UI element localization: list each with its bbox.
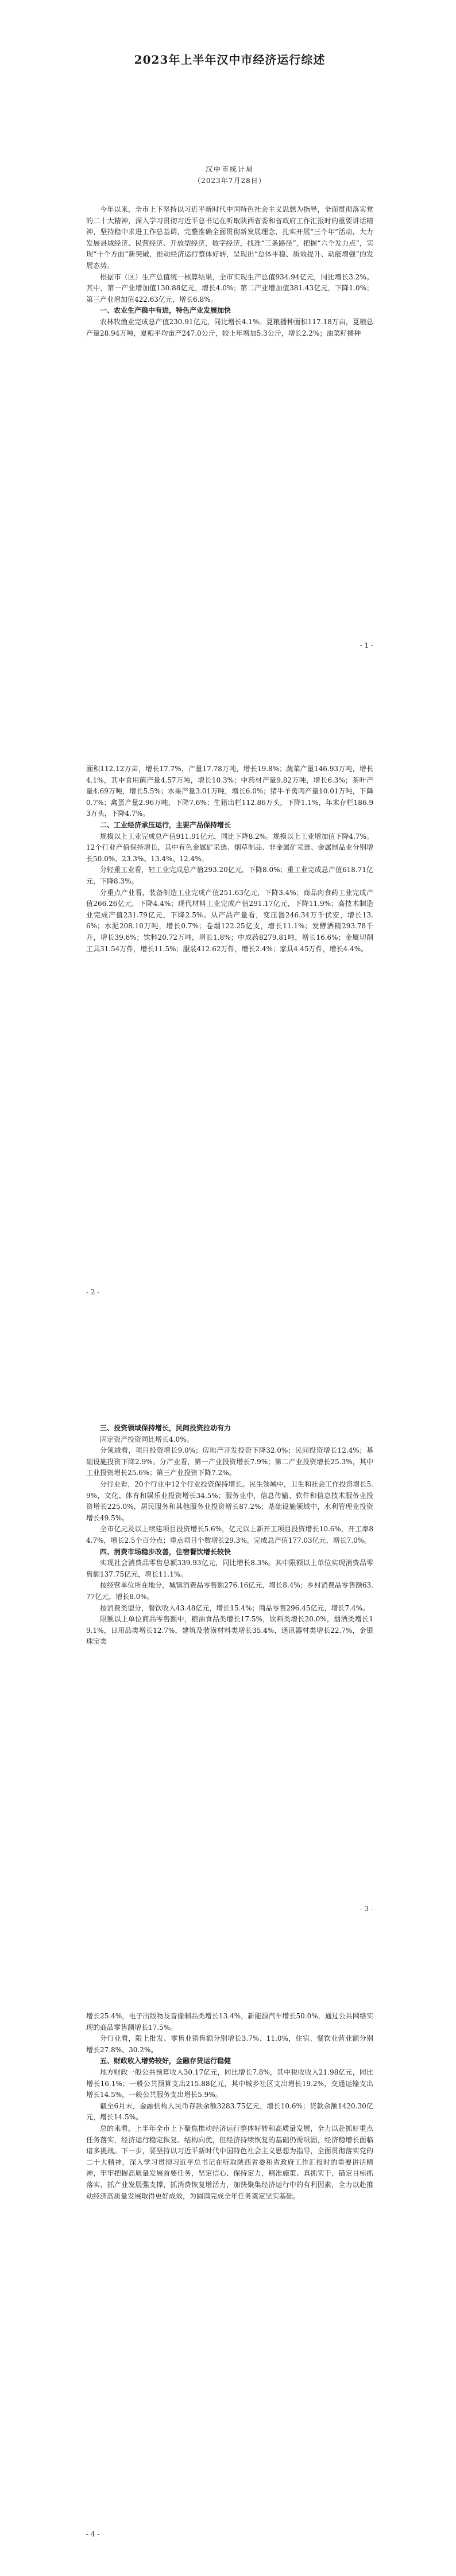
document-page-2 [86, 686, 373, 1345]
urban-rural-paragraph: 按经营单位所在地分，城镇消费品零售额276.16亿元，增长8.4%；乡村消费品零售额63.77亿元，增长8.0%。 [86, 1581, 373, 1601]
page4-body [86, 2011, 373, 2202]
issuing-organization: 汉中市统计局 [205, 165, 254, 173]
section-heading-finance: 五、财政收入增势较好，金融存贷运行稳健 [100, 2057, 231, 2065]
investment-projects-paragraph: 全市亿元及以上续建项目投资增长5.6%，亿元以上新开工项目投资增长10.6%，开工率84.7%，增长2.5个百分点；重点项目个数增长29.3%，完成总产值177.03亿元，增长7.0%。 [86, 1525, 373, 1544]
intro-paragraph: 今年以来，全市上下坚持以习近平新时代中国特色社会主义思想为指导，全面贯彻落实党的二十大精神，深入学习贯彻习近平总书记在听取陕西省委和省政府工作汇报时的重要讲话精神，坚持稳中求进工作总基调，完整准确全面贯彻新发展理念，扎实开展“三个年”活动，大力发展县域经济、民营经济、开放型经济，数字经济，找准“三条路径”，把握“六个发力点”，实现“十个方面”新突破，推动经济运行整体好转，呈现出“总体平稳、质效提升、动能增强”的发展态势。 [86, 205, 373, 270]
industry-output-paragraph: 规模以上工业完成总产值911.91亿元，同比下降8.2%。规模以上工业增加值下降4.7%。12个行业产值保持增长，其中有色金属矿采选、烟草制品、非金属矿采选、金属制品业分别增长50.0%、23.3%、13.4%、12.4%。 [86, 832, 373, 863]
agriculture-paragraph-start: 农林牧渔业完成总产值230.91亿元，同比增长4.1%。夏粮播种面积117.18万亩，夏粮总产量28.94万吨，夏粮平均亩产247.0公斤，较上年增加5.3公斤，增长2.2%；油菜籽播种 [86, 317, 373, 337]
retail-category-paragraph: 限额以上单位商品零售额中，粮油食品类增长17.5%，饮料类增长20.0%，烟酒类增长19.1%，日用品类增长12.7%，建筑及装潢材料类增长35.4%，通讯器材类增长22.7%，金银珠宝类 [86, 1615, 373, 1646]
section-heading-agriculture: 一、农业生产稳中有进，特色产业发展加快 [100, 306, 231, 315]
light-heavy-industry-paragraph: 分轻重工业看，轻工业完成总产值293.20亿元，下降8.0%；重工业完成总产值618.71亿元，下降8.3%。 [86, 866, 373, 885]
document-page-4 [86, 1951, 373, 2576]
document-page-1 [86, 0, 373, 686]
page-number-4: - 4 - [86, 2530, 100, 2538]
page3-body [86, 1423, 373, 1648]
page-number-2: - 2 - [86, 1288, 100, 1296]
issue-date: （2023年7月28日） [194, 177, 266, 185]
investment-field-paragraph: 分领域看，项目投资增长9.0%；房地产开发投资下降32.0%；民间投资增长12.4%；基础设施投资下降2.9%。分产业看，第一产业投资增长7.9%；第二产业投资增长25.3%，其中工业投资增长25.6%；第三产业投资下降7.2%。 [86, 1446, 373, 1477]
fiscal-revenue-paragraph: 地方财政一般公共预算收入30.17亿元，同比增长7.8%，其中税收收入21.98亿元，同比增长16.1%；一般公共预算支出215.88亿元，其中城乡社区支出增长19.2%，交通运输支出增长14.5%，一般公共服务支出增长5.9%。 [86, 2068, 373, 2099]
section-heading-consumption: 四、消费市场稳步改善，住宿餐饮增长较快 [100, 1547, 231, 1556]
summary-paragraph: 总的来看，上半年全市上下聚焦推动经济运行整体好转和高质量发展，全力以赴抓好重点任务落实，经济运行稳定恢复、结构向优，但经济持续恢复的基础仍需巩固，经济稳增长面临诸多挑战。下一步，要坚持以习近平新时代中国特色社会主义思想为指导，全面贯彻落实党的二十大精神，深入学习贯彻习近平总书记在听取陕西省委和省政府工作汇报时的重要讲话精神，牢牢把握高质量发展首要任务，坚定信心、保持定力，精准施策、真抓实干，锚定目标抓落实，抓产业发展强支撑，抓消费恢复增活力，加快聚集经济运行中的有利因素，全力以赴推动经济高质量发展取得更好成效，为圆满完成全年任务奠定坚实基础。 [86, 2124, 373, 2200]
document-page-3 [86, 1345, 373, 1951]
section-heading-industry: 二、工业经济承压运行，主要产品保持增长 [100, 820, 231, 829]
agriculture-paragraph-continued: 面积112.12万亩，增长17.7%，产量17.78万吨，增长19.8%；蔬菜产量146.93万吨，增长4.1%，其中食用菌产量4.57万吨，增长10.3%；中药材产量9.82万吨，增长6.3%；茶叶产量4.69万吨，增长5.5%；水果产量3.01万吨，增长6.0%；猪牛羊禽肉产量10.01万吨，下降0.7%；禽蛋产量2.96万吨，下降7.6%；生猪出栏112.86万头，下降1.1%，年末存栏186.93万头，下降4.7%。 [86, 765, 373, 818]
section-heading-investment: 三、投资领域保持增长，民间投资拉动有力 [100, 1424, 231, 1432]
investment-industry-paragraph: 分行业看，20个行业中12个行业投资保持增长。民生领域中，卫生和社会工作投资增长5.9%，文化、体育和娱乐业投资增长34.5%；服务业中，信息传输、软件和信息技术服务业投资增长225.0%，居民服务和其他服务业投资增长87.2%；基础设施领域中，水利管理业投资增长49.5%。 [86, 1480, 373, 1522]
page2-body [86, 764, 373, 955]
page-number-3: - 3 - [360, 1905, 373, 1913]
page-number-1: - 1 - [360, 641, 373, 649]
gdp-paragraph: 根据市（区）生产总值统一核算结果，全市实现生产总值934.94亿元，同比增长3.2%。其中，第一产业增加值130.88亿元，增长4.0%；第二产业增加值381.43亿元，下降1.0%；第三产业增加值422.63亿元，增长6.8%。 [86, 273, 373, 303]
consumption-type-paragraph: 按消费类型分，餐饮收入43.48亿元，增长15.4%；商品零售296.45亿元，增长7.4%。 [100, 1604, 369, 1612]
investment-growth-paragraph: 固定资产投资同比增长4.0%。 [100, 1435, 194, 1443]
retail-sales-paragraph: 实现社会消费品零售总额339.93亿元，同比增长8.3%。其中限额以上单位实现消费品零售额137.75亿元，增长11.1%。 [86, 1559, 373, 1578]
document-title: 2023年上半年汉中市经济运行综述 [134, 53, 326, 67]
wholesale-retail-paragraph: 分行业看，限上批发、零售业销售额分别增长3.7%、11.0%，住宿、餐饮业营业额分别增长27.8%、30.2%。 [86, 2034, 373, 2054]
key-industry-paragraph: 分重点产业看，装备制造工业完成产值251.63亿元，下降3.4%；商品肉食药工业完成产值266.26亿元，下降4.4%；现代材料工业完成产值291.17亿元，下降11.9%；高技术制造业完成产值231.79亿元，下降2.5%。从产品产量看，变压器246.34万千伏安，增长13.6%；水泥208.10万吨，增长0.7%；卷烟122.25亿支，增长11.1%；发酵酒精293.78千升，增长39.6%；饮料20.72万吨，增长1.8%；中成药8279.81吨，增长16.6%；金属切削工具31.54万件，增长11.5%；服装412.62万件，增长2.4%；家具4.45万件，增长4.4%。 [86, 888, 373, 953]
deposit-loan-paragraph: 截至6月末，金融机构人民币存款余额3283.75亿元，增长10.6%；贷款余额1420.30亿元，增长14.5%。 [86, 2102, 373, 2122]
page1-body [86, 204, 373, 339]
retail-category-paragraph-continued: 增长25.4%，电子出版物及音像制品类增长13.4%，新能源汽车增长50.0%，通过公共网络实现的商品零售额增长17.5%。 [86, 2012, 373, 2032]
